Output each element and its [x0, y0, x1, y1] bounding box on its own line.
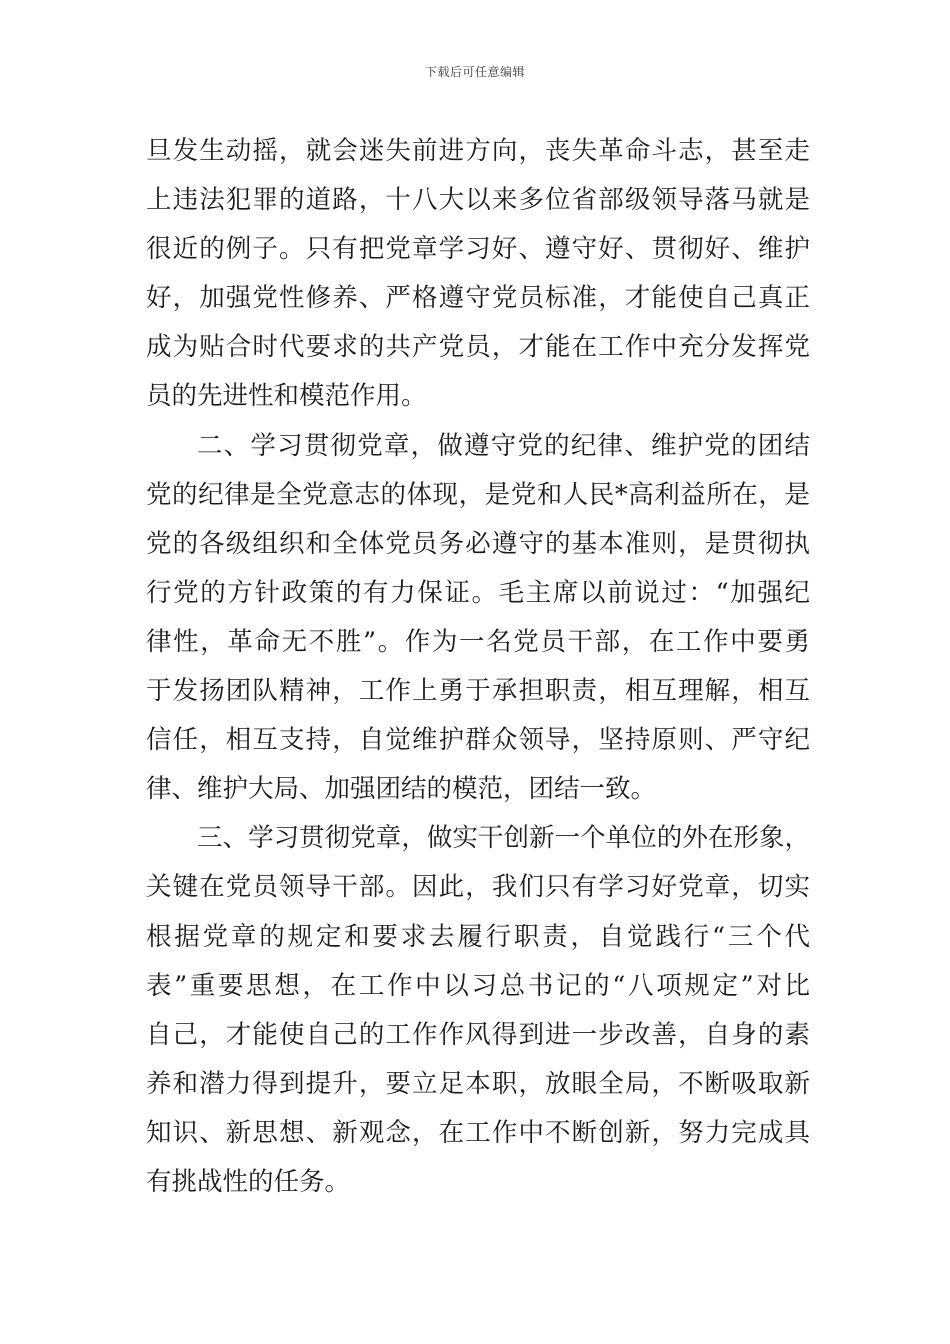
text-line: 养和潜力得到提升，要立足本职，放眼全局，不断吸取新 [146, 1068, 810, 1099]
text-line: 行党的方针政策的有力保证。毛主席以前说过：“加强纪 [146, 577, 810, 608]
text-line: 很近的例子。只有把党章学习好、遵守好、贯彻好、维护 [146, 234, 810, 265]
text-line: 表”重要思想，在工作中以习总书记的“八项规定”对比 [146, 970, 810, 1001]
section-heading-2: 二、学习贯彻党章，做遵守党的纪律、维护党的团结 [197, 430, 810, 461]
text-line: 员的先进性和模范作用。 [146, 381, 427, 412]
text-line: 于发扬团队精神，工作上勇于承担职责，相互理解，相互 [146, 676, 810, 707]
paragraph-3 [146, 814, 810, 1207]
text-line: 有挑战性的任务。 [146, 1166, 351, 1197]
text-line: 知识、新思想、新观念，在工作中不断创新，努力完成具 [146, 1117, 810, 1148]
paragraph-1 [146, 127, 810, 422]
text-line: 党的纪律是全党意志的体现，是党和人民*高利益所在，是 [146, 479, 810, 510]
document-body [146, 127, 810, 1207]
text-line: 成为贴合时代要求的共产党员，才能在工作中充分发挥党 [146, 332, 810, 363]
text-line: 根据党章的规定和要求去履行职责，自觉践行“三个代 [146, 921, 810, 952]
paragraph-2 [146, 422, 810, 815]
text-line: 旦发生动摇，就会迷失前进方向，丧失革命斗志，甚至走 [146, 136, 810, 166]
text-line: 党的各级组织和全体党员务必遵守的基本准则，是贯彻执 [146, 528, 810, 559]
text-line: 上违法犯罪的道路，十八大以来多位省部级领导落马就是 [146, 185, 810, 216]
text-line: 关键在党员领导干部。因此，我们只有学习好党章，切实 [146, 872, 810, 903]
page-header: 下载后可任意编辑 [424, 65, 525, 79]
text-line: 信任，相互支持，自觉维护群众领导，坚持原则、严守纪 [146, 725, 810, 756]
section-heading-3: 三、学习贯彻党章，做实干创新一个单位的外在形象， [197, 823, 810, 854]
text-line: 律、维护大局、加强团结的模范，团结一致。 [146, 774, 657, 805]
text-line: 好，加强党性修养、严格遵守党员标准，才能使自己真正 [146, 283, 810, 314]
text-line: 自己，才能使自己的工作作风得到进一步改善，自身的素 [146, 1019, 810, 1050]
text-line: 律性，革命无不胜”。作为一名党员干部，在工作中要勇 [146, 626, 810, 657]
